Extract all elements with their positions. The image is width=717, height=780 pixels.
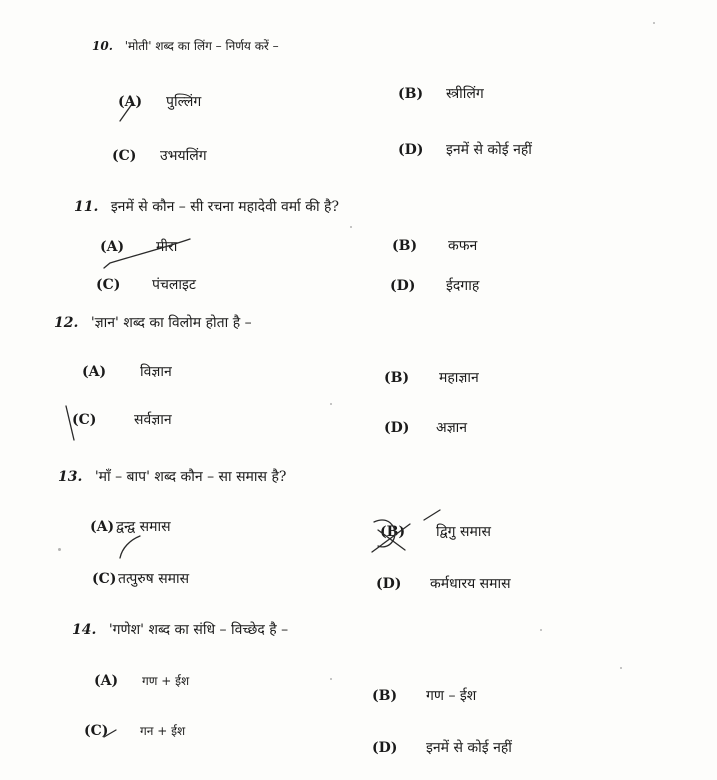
scan-speck bbox=[540, 629, 542, 631]
option-label: (A) bbox=[94, 673, 119, 689]
question-10 bbox=[92, 37, 279, 54]
question-text: 'ज्ञान' शब्द का विलोम होता है – bbox=[90, 315, 252, 331]
question-number: 10. bbox=[92, 39, 113, 53]
option-13-b bbox=[380, 522, 491, 541]
option-text: द्विगु समास bbox=[436, 524, 491, 540]
option-text: पंचलाइट bbox=[152, 277, 196, 293]
option-text: उभयलिंग bbox=[160, 148, 207, 164]
option-13-c bbox=[92, 569, 189, 588]
option-text: गण – ईश bbox=[426, 688, 477, 704]
option-text: इनमें से कोई नहीं bbox=[426, 740, 512, 756]
option-label: (C) bbox=[92, 571, 117, 587]
option-text: विज्ञान bbox=[140, 364, 172, 380]
question-text: 'माँ – बाप' शब्द कौन – सा समास है? bbox=[94, 469, 287, 485]
option-label: (D) bbox=[376, 576, 402, 592]
option-text: कर्मधारय समास bbox=[430, 576, 511, 592]
option-label: (A) bbox=[90, 519, 115, 535]
question-text: 'मोती' शब्द का लिंग – निर्णय करें – bbox=[124, 39, 279, 53]
option-label: (C) bbox=[84, 723, 109, 739]
question-text: 'गणेश' शब्द का संधि – विच्छेद है – bbox=[108, 622, 289, 638]
question-number: 13. bbox=[58, 469, 83, 485]
scan-speck bbox=[58, 548, 61, 551]
option-text: सर्वज्ञान bbox=[134, 412, 172, 428]
option-14-d bbox=[372, 738, 512, 757]
option-12-a bbox=[82, 362, 172, 381]
scan-speck bbox=[350, 226, 352, 228]
option-14-a bbox=[94, 672, 189, 689]
question-14 bbox=[72, 620, 288, 639]
scan-speck bbox=[330, 403, 332, 405]
scan-speck bbox=[653, 22, 655, 24]
option-11-b bbox=[392, 236, 477, 255]
option-text: पुल्लिंग bbox=[166, 94, 202, 110]
option-11-c bbox=[96, 275, 196, 294]
option-12-b bbox=[384, 368, 479, 387]
option-label: (B) bbox=[384, 370, 410, 386]
option-label: (D) bbox=[384, 420, 410, 436]
option-text: तत्पुरुष समास bbox=[118, 571, 190, 587]
option-label: (B) bbox=[398, 86, 424, 102]
option-text: महाज्ञान bbox=[439, 370, 479, 386]
question-number: 12. bbox=[54, 315, 79, 331]
option-label: (D) bbox=[390, 278, 416, 294]
option-text: कफन bbox=[448, 238, 478, 254]
option-10-b bbox=[398, 84, 484, 103]
option-text: अज्ञान bbox=[436, 420, 468, 436]
option-label: (B) bbox=[372, 688, 398, 704]
option-label: (C) bbox=[96, 277, 121, 293]
option-text: गन + ईश bbox=[140, 724, 186, 738]
pen-stroke bbox=[120, 536, 140, 558]
option-12-c bbox=[72, 410, 172, 429]
question-number: 14. bbox=[72, 622, 97, 638]
pen-stroke bbox=[424, 510, 440, 520]
option-label: (B) bbox=[380, 524, 406, 540]
question-text: इनमें से कौन – सी रचना महादेवी वर्मा की है? bbox=[110, 199, 339, 215]
option-11-d bbox=[390, 276, 479, 295]
question-12 bbox=[54, 313, 252, 332]
option-text: द्वन्द्व समास bbox=[116, 519, 171, 535]
question-13 bbox=[58, 467, 286, 486]
scan-speck bbox=[620, 667, 622, 669]
option-text: स्त्रीलिंग bbox=[446, 86, 484, 102]
option-12-d bbox=[384, 418, 467, 437]
option-label: (B) bbox=[392, 238, 418, 254]
option-11-a bbox=[100, 237, 177, 256]
option-label: (A) bbox=[118, 94, 143, 110]
option-10-a bbox=[118, 92, 201, 111]
scan-speck bbox=[330, 678, 332, 680]
option-label: (C) bbox=[112, 148, 137, 164]
option-label: (A) bbox=[82, 364, 107, 380]
option-text: इनमें से कोई नहीं bbox=[446, 142, 532, 158]
option-label: (C) bbox=[72, 412, 97, 428]
option-text: मीरा bbox=[156, 239, 178, 255]
option-text: गण + ईश bbox=[142, 674, 190, 688]
option-13-a bbox=[90, 517, 171, 536]
option-14-b bbox=[372, 686, 476, 705]
option-text: ईदगाह bbox=[446, 278, 480, 294]
option-10-c bbox=[112, 146, 207, 165]
question-number: 11. bbox=[74, 199, 99, 215]
option-13-d bbox=[376, 574, 511, 593]
option-10-d bbox=[398, 140, 532, 159]
option-14-c bbox=[84, 722, 185, 739]
option-label: (A) bbox=[100, 239, 125, 255]
question-11 bbox=[74, 197, 339, 216]
option-label: (D) bbox=[398, 142, 424, 158]
option-label: (D) bbox=[372, 740, 398, 756]
